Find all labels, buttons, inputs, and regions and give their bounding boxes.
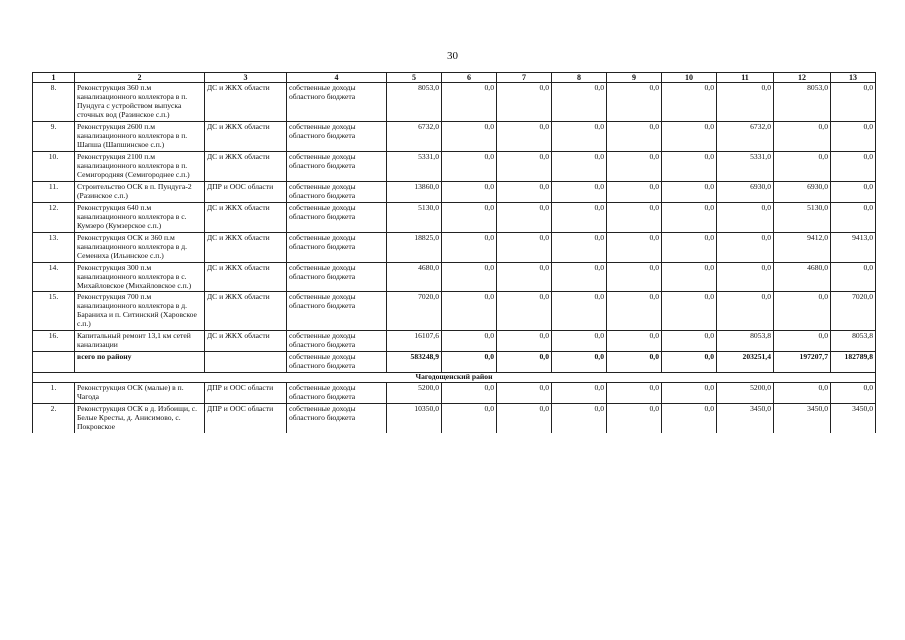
amount-cell: 0,0	[552, 403, 607, 432]
table-row	[33, 331, 876, 352]
amount-cell: 16107,6	[387, 331, 442, 352]
total-amount: 583248,9	[387, 352, 442, 373]
object-name: Реконструкция 700 п.м канализационного коллектора в д. Бараниха и п. Ситинский (Харовское с.п.)	[75, 292, 205, 331]
amount-cell: 0,0	[442, 331, 497, 352]
column-header: 9	[607, 73, 662, 83]
funding-source: собственные доходы областного бюджета	[287, 202, 387, 232]
amount-cell: 8053,0	[774, 83, 831, 122]
table-row	[33, 383, 876, 404]
section-title: Чагодощенский район	[33, 373, 876, 383]
amount-cell: 0,0	[607, 152, 662, 182]
amount-cell: 0,0	[831, 181, 876, 202]
amount-cell: 9412,0	[774, 232, 831, 262]
column-header: 12	[774, 73, 831, 83]
row-number: 1.	[33, 383, 75, 404]
amount-cell: 5130,0	[387, 202, 442, 232]
amount-cell: 0,0	[442, 202, 497, 232]
executor: ДС и ЖКХ области	[205, 331, 287, 352]
amount-cell: 5331,0	[717, 152, 774, 182]
executor: ДС и ЖКХ области	[205, 232, 287, 262]
amount-cell: 3450,0	[831, 403, 876, 432]
column-header: 4	[287, 73, 387, 83]
amount-cell: 13860,0	[387, 181, 442, 202]
amount-cell: 0,0	[662, 403, 717, 432]
amount-cell: 0,0	[662, 232, 717, 262]
amount-cell: 0,0	[497, 202, 552, 232]
amount-cell: 0,0	[552, 122, 607, 152]
row-number: 10.	[33, 152, 75, 182]
amount-cell: 3450,0	[774, 403, 831, 432]
amount-cell: 0,0	[497, 262, 552, 292]
budget-table	[32, 72, 876, 433]
empty-cell	[205, 352, 287, 373]
object-name: Реконструкция 640 п.м канализационного коллектора в с. Кумзеро (Кумзерское с.п.)	[75, 202, 205, 232]
amount-cell: 0,0	[774, 122, 831, 152]
total-amount: 0,0	[442, 352, 497, 373]
amount-cell: 0,0	[831, 202, 876, 232]
amount-cell: 0,0	[442, 152, 497, 182]
object-name: Реконструкция 360 п.м канализационного коллектора в п. Пундуга с устройством выпуска сточных вод (Разинское с.п.)	[75, 83, 205, 122]
amount-cell: 6930,0	[717, 181, 774, 202]
amount-cell: 18825,0	[387, 232, 442, 262]
amount-cell: 0,0	[774, 152, 831, 182]
executor: ДПР и ООС области	[205, 403, 287, 432]
amount-cell: 0,0	[774, 331, 831, 352]
total-amount: 197207,7	[774, 352, 831, 373]
table-row	[33, 202, 876, 232]
amount-cell: 8053,8	[831, 331, 876, 352]
funding-source: собственные доходы областного бюджета	[287, 292, 387, 331]
row-number: 2.	[33, 403, 75, 432]
object-name: Реконструкция 2100 п.м канализационного коллектора в п. Семигородняя (Семигороднее с.п.)	[75, 152, 205, 182]
object-name: Реконструкция ОСК в д. Избоищи, с. Белые Кресты, д. Анисимово, с. Покровское	[75, 403, 205, 432]
table-row	[33, 122, 876, 152]
funding-source: собственные доходы областного бюджета	[287, 262, 387, 292]
amount-cell: 0,0	[552, 152, 607, 182]
amount-cell: 5200,0	[387, 383, 442, 404]
amount-cell: 0,0	[497, 403, 552, 432]
object-name: Строительство ОСК в п. Пундуга-2 (Разинское с.п.)	[75, 181, 205, 202]
amount-cell: 0,0	[442, 262, 497, 292]
funding-source: собственные доходы областного бюджета	[287, 152, 387, 182]
amount-cell: 8053,0	[387, 83, 442, 122]
amount-cell: 0,0	[497, 232, 552, 262]
executor: ДПР и ООС области	[205, 181, 287, 202]
column-header: 7	[497, 73, 552, 83]
amount-cell: 0,0	[607, 403, 662, 432]
total-row	[33, 352, 876, 373]
funding-source: собственные доходы областного бюджета	[287, 122, 387, 152]
total-amount: 0,0	[662, 352, 717, 373]
amount-cell: 0,0	[662, 262, 717, 292]
amount-cell: 0,0	[717, 232, 774, 262]
column-header: 3	[205, 73, 287, 83]
amount-cell: 0,0	[831, 83, 876, 122]
funding-source: собственные доходы областного бюджета	[287, 403, 387, 432]
table-row	[33, 181, 876, 202]
amount-cell: 0,0	[662, 331, 717, 352]
executor: ДПР и ООС области	[205, 383, 287, 404]
executor: ДС и ЖКХ области	[205, 83, 287, 122]
amount-cell: 4680,0	[387, 262, 442, 292]
table-row	[33, 232, 876, 262]
executor: ДС и ЖКХ области	[205, 292, 287, 331]
funding-source: собственные доходы областного бюджета	[287, 352, 387, 373]
amount-cell: 0,0	[607, 202, 662, 232]
funding-source: собственные доходы областного бюджета	[287, 181, 387, 202]
amount-cell: 0,0	[497, 181, 552, 202]
amount-cell: 0,0	[774, 292, 831, 331]
row-number: 8.	[33, 83, 75, 122]
row-number: 14.	[33, 262, 75, 292]
row-number: 13.	[33, 232, 75, 262]
amount-cell: 0,0	[442, 383, 497, 404]
amount-cell: 0,0	[552, 232, 607, 262]
amount-cell: 3450,0	[717, 403, 774, 432]
amount-cell: 0,0	[831, 122, 876, 152]
amount-cell: 0,0	[607, 232, 662, 262]
total-amount: 182789,8	[831, 352, 876, 373]
total-amount: 203251,4	[717, 352, 774, 373]
amount-cell: 0,0	[552, 292, 607, 331]
object-name: Капитальный ремонт 13,1 км сетей канализации	[75, 331, 205, 352]
amount-cell: 9413,0	[831, 232, 876, 262]
empty-cell	[33, 352, 75, 373]
column-header: 11	[717, 73, 774, 83]
section-row	[33, 373, 876, 383]
object-name: Реконструкция ОСК (малые) в п. Чагода	[75, 383, 205, 404]
amount-cell: 0,0	[662, 202, 717, 232]
amount-cell: 0,0	[442, 232, 497, 262]
executor: ДС и ЖКХ области	[205, 152, 287, 182]
column-header: 6	[442, 73, 497, 83]
amount-cell: 0,0	[607, 83, 662, 122]
amount-cell: 6930,0	[774, 181, 831, 202]
amount-cell: 0,0	[442, 181, 497, 202]
amount-cell: 0,0	[552, 331, 607, 352]
amount-cell: 0,0	[552, 383, 607, 404]
amount-cell: 0,0	[831, 262, 876, 292]
amount-cell: 0,0	[552, 262, 607, 292]
amount-cell: 0,0	[442, 83, 497, 122]
amount-cell: 0,0	[442, 122, 497, 152]
column-header: 2	[75, 73, 205, 83]
amount-cell: 0,0	[717, 83, 774, 122]
column-header: 10	[662, 73, 717, 83]
amount-cell: 0,0	[607, 181, 662, 202]
amount-cell: 4680,0	[774, 262, 831, 292]
amount-cell: 0,0	[662, 83, 717, 122]
amount-cell: 0,0	[552, 202, 607, 232]
amount-cell: 0,0	[497, 292, 552, 331]
funding-source: собственные доходы областного бюджета	[287, 232, 387, 262]
amount-cell: 0,0	[831, 152, 876, 182]
column-header: 13	[831, 73, 876, 83]
amount-cell: 0,0	[607, 262, 662, 292]
amount-cell: 6732,0	[387, 122, 442, 152]
executor: ДС и ЖКХ области	[205, 262, 287, 292]
amount-cell: 0,0	[497, 331, 552, 352]
amount-cell: 7020,0	[387, 292, 442, 331]
table-row	[33, 292, 876, 331]
object-name: Реконструкция 2600 п.м канализационного коллектора в п. Шапша (Шапшинское с.п.)	[75, 122, 205, 152]
amount-cell: 0,0	[662, 181, 717, 202]
amount-cell: 0,0	[662, 292, 717, 331]
amount-cell: 0,0	[497, 152, 552, 182]
column-header: 5	[387, 73, 442, 83]
column-header: 1	[33, 73, 75, 83]
table-row	[33, 262, 876, 292]
amount-cell: 0,0	[662, 383, 717, 404]
total-amount: 0,0	[497, 352, 552, 373]
executor: ДС и ЖКХ области	[205, 202, 287, 232]
amount-cell: 0,0	[442, 403, 497, 432]
row-number: 12.	[33, 202, 75, 232]
amount-cell: 0,0	[497, 122, 552, 152]
amount-cell: 0,0	[774, 383, 831, 404]
amount-cell: 0,0	[607, 331, 662, 352]
table-row	[33, 152, 876, 182]
amount-cell: 10350,0	[387, 403, 442, 432]
header-row	[33, 73, 876, 83]
amount-cell: 7020,0	[831, 292, 876, 331]
funding-source: собственные доходы областного бюджета	[287, 83, 387, 122]
funding-source: собственные доходы областного бюджета	[287, 383, 387, 404]
executor: ДС и ЖКХ области	[205, 122, 287, 152]
amount-cell: 8053,8	[717, 331, 774, 352]
row-number: 11.	[33, 181, 75, 202]
amount-cell: 0,0	[607, 122, 662, 152]
amount-cell: 0,0	[717, 202, 774, 232]
amount-cell: 0,0	[607, 383, 662, 404]
amount-cell: 0,0	[607, 292, 662, 331]
table-row	[33, 83, 876, 122]
amount-cell: 0,0	[497, 83, 552, 122]
funding-source: собственные доходы областного бюджета	[287, 331, 387, 352]
amount-cell: 0,0	[442, 292, 497, 331]
amount-cell: 0,0	[662, 122, 717, 152]
amount-cell: 5331,0	[387, 152, 442, 182]
object-name: Реконструкция 300 п.м канализационного коллектора в с. Михайловское (Михайловское с.п.)	[75, 262, 205, 292]
page-number: 30	[447, 50, 458, 62]
amount-cell: 0,0	[552, 181, 607, 202]
row-number: 9.	[33, 122, 75, 152]
amount-cell: 0,0	[717, 292, 774, 331]
row-number: 15.	[33, 292, 75, 331]
amount-cell: 6732,0	[717, 122, 774, 152]
total-amount: 0,0	[552, 352, 607, 373]
table-row	[33, 403, 876, 432]
column-header: 8	[552, 73, 607, 83]
row-number: 16.	[33, 331, 75, 352]
object-name: Реконструкция ОСК и 360 п.м канализационного коллектора в д. Семениха (Ильинское с.п.)	[75, 232, 205, 262]
amount-cell: 0,0	[831, 383, 876, 404]
amount-cell: 0,0	[662, 152, 717, 182]
amount-cell: 5130,0	[774, 202, 831, 232]
amount-cell: 0,0	[552, 83, 607, 122]
amount-cell: 0,0	[497, 383, 552, 404]
amount-cell: 0,0	[717, 262, 774, 292]
total-amount: 0,0	[607, 352, 662, 373]
amount-cell: 5200,0	[717, 383, 774, 404]
total-label: всего по району	[75, 352, 205, 373]
